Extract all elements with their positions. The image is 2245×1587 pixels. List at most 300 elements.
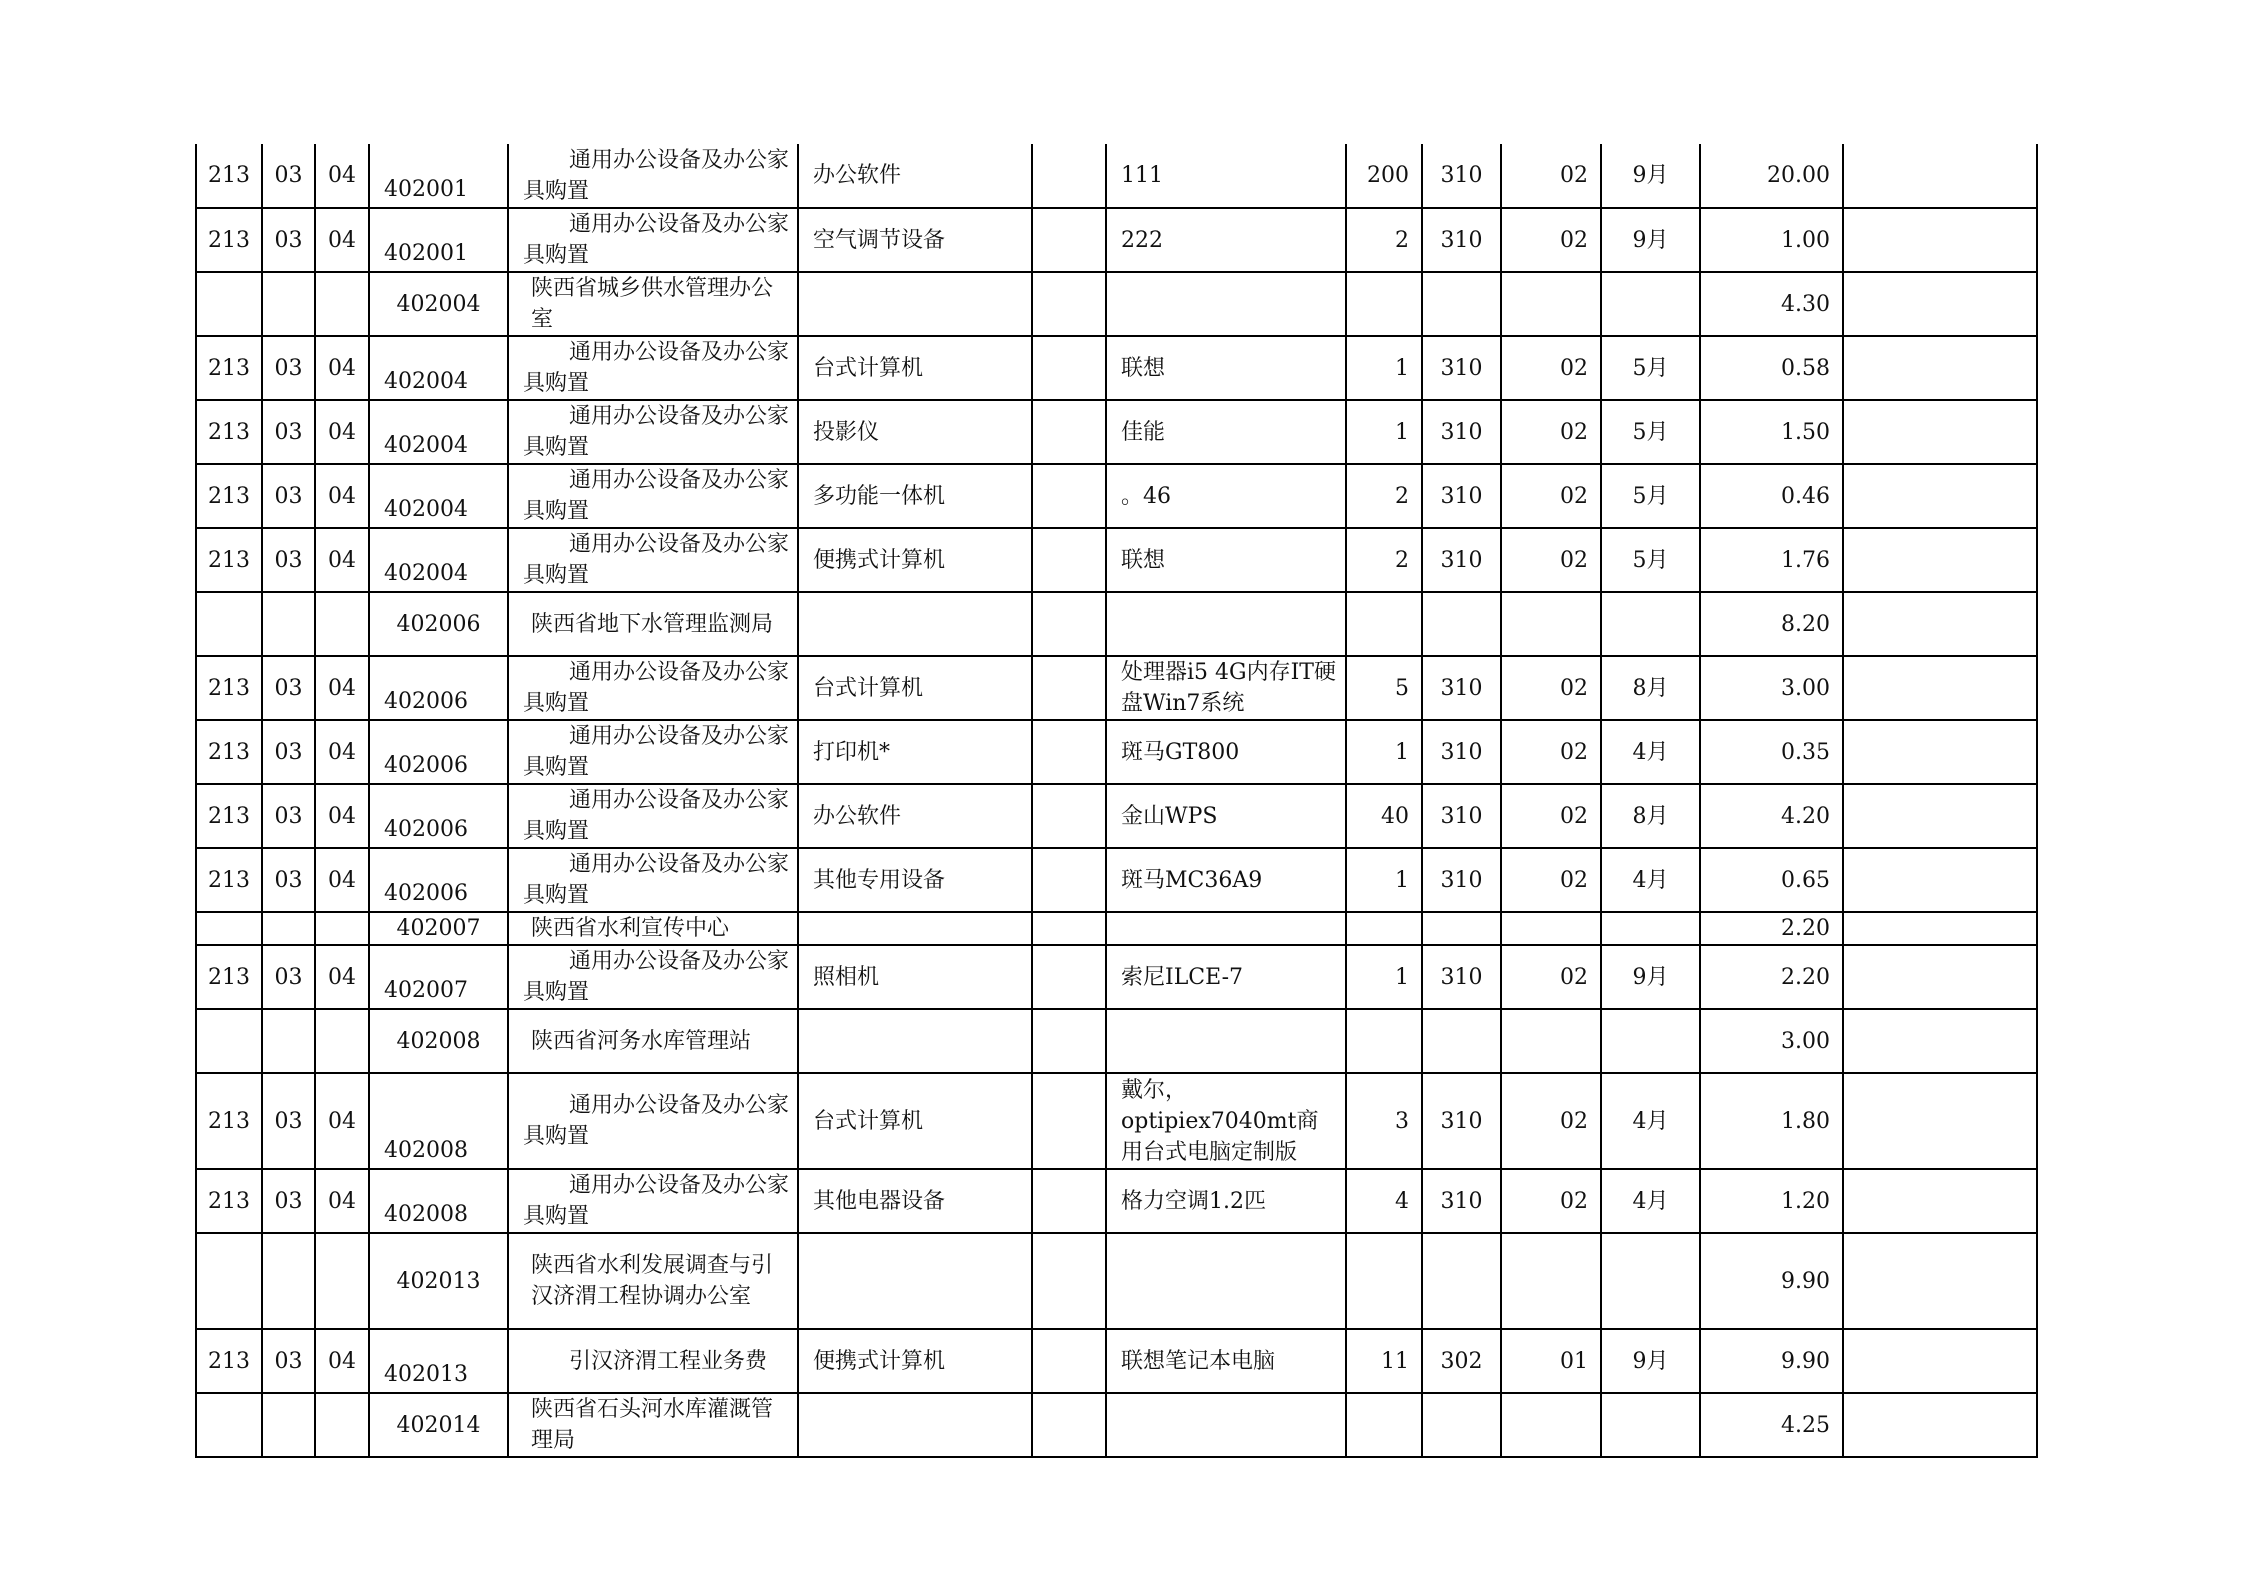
section-code-cell (262, 912, 315, 945)
month-cell: 5月 (1601, 336, 1700, 400)
table-row (196, 400, 2037, 464)
class-code-cell: 213 (196, 1073, 262, 1169)
item-name-cell: 多功能一体机 (798, 464, 1032, 528)
month-cell: 9月 (1601, 1329, 1700, 1393)
table-row (196, 1393, 2037, 1457)
section-code-cell: 03 (262, 1169, 315, 1233)
note-cell (1843, 592, 2037, 656)
empty-cell (1032, 208, 1106, 272)
note-cell (1843, 1009, 2037, 1073)
spec-cell: 。46 (1106, 464, 1346, 528)
econ-sub-cell: 02 (1501, 528, 1601, 592)
econ-class-cell: 310 (1422, 400, 1501, 464)
empty-cell (1032, 1393, 1106, 1457)
class-code-cell: 213 (196, 720, 262, 784)
item-name-cell: 办公软件 (798, 144, 1032, 208)
class-code-cell: 213 (196, 848, 262, 912)
unit-code-cell: 402004 (369, 336, 508, 400)
amount-cell: 1.76 (1700, 528, 1843, 592)
econ-class-cell: 310 (1422, 1169, 1501, 1233)
item-name-cell (798, 1393, 1032, 1457)
amount-cell: 4.20 (1700, 784, 1843, 848)
item-name-cell: 便携式计算机 (798, 1329, 1032, 1393)
empty-cell (1032, 464, 1106, 528)
econ-sub-cell (1501, 1393, 1601, 1457)
month-cell: 8月 (1601, 656, 1700, 720)
item-code-cell: 04 (315, 400, 369, 464)
class-code-cell: 213 (196, 1329, 262, 1393)
class-code-cell (196, 272, 262, 336)
note-cell (1843, 784, 2037, 848)
quantity-cell (1346, 592, 1422, 656)
empty-cell (1032, 848, 1106, 912)
table-row (196, 144, 2037, 208)
class-code-cell: 213 (196, 464, 262, 528)
econ-sub-cell: 02 (1501, 400, 1601, 464)
note-cell (1843, 272, 2037, 336)
note-cell (1843, 528, 2037, 592)
table-row (196, 945, 2037, 1009)
table-row (196, 336, 2037, 400)
section-code-cell: 03 (262, 1329, 315, 1393)
note-cell (1843, 945, 2037, 1009)
empty-cell (1032, 720, 1106, 784)
unit-code-cell: 402006 (369, 784, 508, 848)
empty-cell (1032, 1233, 1106, 1329)
item-name-cell (798, 592, 1032, 656)
econ-class-cell: 310 (1422, 336, 1501, 400)
spec-cell: 联想 (1106, 528, 1346, 592)
spec-cell (1106, 272, 1346, 336)
quantity-cell (1346, 1233, 1422, 1329)
empty-cell (1032, 592, 1106, 656)
econ-sub-cell: 02 (1501, 848, 1601, 912)
item-name-cell: 其他电器设备 (798, 1169, 1032, 1233)
section-code-cell: 03 (262, 528, 315, 592)
table-row (196, 1009, 2037, 1073)
amount-cell: 4.25 (1700, 1393, 1843, 1457)
class-code-cell (196, 1393, 262, 1457)
class-code-cell (196, 1233, 262, 1329)
econ-class-cell (1422, 272, 1501, 336)
project-name-cell: 陕西省河务水库管理站 (508, 1009, 798, 1073)
quantity-cell: 3 (1346, 1073, 1422, 1169)
unit-code-cell: 402008 (369, 1009, 508, 1073)
quantity-cell: 200 (1346, 144, 1422, 208)
spec-cell: 金山WPS (1106, 784, 1346, 848)
empty-cell (1032, 336, 1106, 400)
quantity-cell: 1 (1346, 945, 1422, 1009)
item-code-cell: 04 (315, 1073, 369, 1169)
amount-cell: 1.00 (1700, 208, 1843, 272)
project-name-cell: 引汉济渭工程业务费 (508, 1329, 798, 1393)
item-name-cell: 台式计算机 (798, 336, 1032, 400)
econ-class-cell: 310 (1422, 1073, 1501, 1169)
econ-sub-cell (1501, 592, 1601, 656)
amount-cell: 1.50 (1700, 400, 1843, 464)
unit-code-cell: 402013 (369, 1233, 508, 1329)
project-name-cell: 通用办公设备及办公家具购置 (508, 1169, 798, 1233)
item-name-cell: 台式计算机 (798, 656, 1032, 720)
econ-sub-cell (1501, 1233, 1601, 1329)
spec-cell: 佳能 (1106, 400, 1346, 464)
amount-cell: 1.20 (1700, 1169, 1843, 1233)
econ-class-cell (1422, 1233, 1501, 1329)
econ-class-cell: 310 (1422, 528, 1501, 592)
project-name-cell: 通用办公设备及办公家具购置 (508, 656, 798, 720)
unit-code-cell: 402013 (369, 1329, 508, 1393)
amount-cell: 20.00 (1700, 144, 1843, 208)
table-body (196, 144, 2037, 1457)
spec-cell: 处理器i5 4G内存IT硬盘Win7系统 (1106, 656, 1346, 720)
project-name-cell: 陕西省石头河水库灌溉管理局 (508, 1393, 798, 1457)
note-cell (1843, 336, 2037, 400)
econ-class-cell (1422, 912, 1501, 945)
month-cell: 4月 (1601, 848, 1700, 912)
section-code-cell: 03 (262, 144, 315, 208)
econ-class-cell: 310 (1422, 656, 1501, 720)
item-code-cell: 04 (315, 848, 369, 912)
table-row (196, 1169, 2037, 1233)
project-name-cell: 通用办公设备及办公家具购置 (508, 720, 798, 784)
amount-cell: 2.20 (1700, 945, 1843, 1009)
month-cell (1601, 1233, 1700, 1329)
table-row (196, 1073, 2037, 1169)
project-name-cell: 陕西省地下水管理监测局 (508, 592, 798, 656)
unit-code-cell: 402008 (369, 1169, 508, 1233)
project-name-cell: 通用办公设备及办公家具购置 (508, 464, 798, 528)
table-row (196, 528, 2037, 592)
econ-sub-cell: 02 (1501, 144, 1601, 208)
note-cell (1843, 1233, 2037, 1329)
empty-cell (1032, 400, 1106, 464)
amount-cell: 1.80 (1700, 1073, 1843, 1169)
table-row (196, 208, 2037, 272)
item-name-cell: 投影仪 (798, 400, 1032, 464)
note-cell (1843, 848, 2037, 912)
econ-sub-cell: 02 (1501, 784, 1601, 848)
class-code-cell: 213 (196, 784, 262, 848)
project-name-cell: 通用办公设备及办公家具购置 (508, 208, 798, 272)
empty-cell (1032, 656, 1106, 720)
item-name-cell: 打印机* (798, 720, 1032, 784)
section-code-cell: 03 (262, 945, 315, 1009)
spec-cell: 222 (1106, 208, 1346, 272)
table-row (196, 1233, 2037, 1329)
item-code-cell: 04 (315, 208, 369, 272)
spec-cell (1106, 1009, 1346, 1073)
unit-code-cell: 402004 (369, 528, 508, 592)
item-code-cell (315, 1233, 369, 1329)
item-code-cell: 04 (315, 945, 369, 1009)
econ-class-cell: 310 (1422, 464, 1501, 528)
class-code-cell: 213 (196, 1169, 262, 1233)
note-cell (1843, 208, 2037, 272)
item-code-cell (315, 272, 369, 336)
project-name-cell: 陕西省水利宣传中心 (508, 912, 798, 945)
item-code-cell: 04 (315, 656, 369, 720)
item-name-cell: 空气调节设备 (798, 208, 1032, 272)
note-cell (1843, 912, 2037, 945)
section-code-cell: 03 (262, 208, 315, 272)
amount-cell: 0.35 (1700, 720, 1843, 784)
item-code-cell: 04 (315, 336, 369, 400)
unit-code-cell: 402006 (369, 720, 508, 784)
amount-cell: 0.46 (1700, 464, 1843, 528)
item-name-cell: 台式计算机 (798, 1073, 1032, 1169)
unit-code-cell: 402014 (369, 1393, 508, 1457)
item-name-cell (798, 1009, 1032, 1073)
unit-code-cell: 402006 (369, 592, 508, 656)
spec-cell (1106, 1233, 1346, 1329)
table-row (196, 592, 2037, 656)
quantity-cell: 40 (1346, 784, 1422, 848)
note-cell (1843, 1329, 2037, 1393)
empty-cell (1032, 1009, 1106, 1073)
amount-cell: 9.90 (1700, 1329, 1843, 1393)
month-cell: 4月 (1601, 1169, 1700, 1233)
month-cell (1601, 272, 1700, 336)
unit-code-cell: 402007 (369, 945, 508, 1009)
class-code-cell (196, 592, 262, 656)
empty-cell (1032, 784, 1106, 848)
quantity-cell: 1 (1346, 720, 1422, 784)
project-name-cell: 通用办公设备及办公家具购置 (508, 144, 798, 208)
item-code-cell (315, 1009, 369, 1073)
quantity-cell: 2 (1346, 464, 1422, 528)
section-code-cell: 03 (262, 784, 315, 848)
month-cell (1601, 912, 1700, 945)
item-code-cell (315, 1393, 369, 1457)
section-code-cell (262, 592, 315, 656)
class-code-cell: 213 (196, 528, 262, 592)
class-code-cell: 213 (196, 144, 262, 208)
quantity-cell: 5 (1346, 656, 1422, 720)
econ-class-cell: 310 (1422, 144, 1501, 208)
quantity-cell: 2 (1346, 528, 1422, 592)
unit-code-cell: 402004 (369, 464, 508, 528)
quantity-cell (1346, 272, 1422, 336)
empty-cell (1032, 1073, 1106, 1169)
procurement-table (195, 144, 2038, 1458)
quantity-cell: 1 (1346, 400, 1422, 464)
project-name-cell: 通用办公设备及办公家具购置 (508, 336, 798, 400)
unit-code-cell: 402008 (369, 1073, 508, 1169)
quantity-cell: 1 (1346, 336, 1422, 400)
amount-cell: 0.58 (1700, 336, 1843, 400)
section-code-cell: 03 (262, 1073, 315, 1169)
note-cell (1843, 1169, 2037, 1233)
spec-cell: 格力空调1.2匹 (1106, 1169, 1346, 1233)
amount-cell: 8.20 (1700, 592, 1843, 656)
section-code-cell (262, 1009, 315, 1073)
month-cell (1601, 1009, 1700, 1073)
item-code-cell: 04 (315, 464, 369, 528)
econ-class-cell: 302 (1422, 1329, 1501, 1393)
class-code-cell: 213 (196, 945, 262, 1009)
unit-code-cell: 402001 (369, 208, 508, 272)
note-cell (1843, 400, 2037, 464)
month-cell: 9月 (1601, 144, 1700, 208)
note-cell (1843, 720, 2037, 784)
item-name-cell: 照相机 (798, 945, 1032, 1009)
note-cell (1843, 1073, 2037, 1169)
spec-cell (1106, 912, 1346, 945)
note-cell (1843, 144, 2037, 208)
econ-sub-cell: 02 (1501, 336, 1601, 400)
econ-sub-cell: 02 (1501, 945, 1601, 1009)
econ-class-cell: 310 (1422, 720, 1501, 784)
month-cell: 8月 (1601, 784, 1700, 848)
econ-sub-cell: 01 (1501, 1329, 1601, 1393)
project-name-cell: 陕西省城乡供水管理办公室 (508, 272, 798, 336)
note-cell (1843, 656, 2037, 720)
econ-sub-cell: 02 (1501, 1073, 1601, 1169)
class-code-cell (196, 1009, 262, 1073)
item-code-cell: 04 (315, 784, 369, 848)
class-code-cell: 213 (196, 656, 262, 720)
quantity-cell (1346, 1393, 1422, 1457)
empty-cell (1032, 1329, 1106, 1393)
quantity-cell (1346, 1009, 1422, 1073)
project-name-cell: 通用办公设备及办公家具购置 (508, 784, 798, 848)
quantity-cell: 4 (1346, 1169, 1422, 1233)
econ-sub-cell (1501, 272, 1601, 336)
quantity-cell: 1 (1346, 848, 1422, 912)
spec-cell: 斑马GT800 (1106, 720, 1346, 784)
class-code-cell (196, 912, 262, 945)
table-row (196, 1329, 2037, 1393)
table-row (196, 912, 2037, 945)
month-cell: 9月 (1601, 945, 1700, 1009)
item-name-cell: 便携式计算机 (798, 528, 1032, 592)
month-cell: 4月 (1601, 1073, 1700, 1169)
project-name-cell: 通用办公设备及办公家具购置 (508, 1073, 798, 1169)
spec-cell: 戴尔，optipiex7040mt商用台式电脑定制版 (1106, 1073, 1346, 1169)
econ-sub-cell (1501, 1009, 1601, 1073)
econ-sub-cell: 02 (1501, 464, 1601, 528)
item-code-cell (315, 912, 369, 945)
empty-cell (1032, 144, 1106, 208)
section-code-cell: 03 (262, 848, 315, 912)
econ-sub-cell: 02 (1501, 720, 1601, 784)
spec-cell: 联想笔记本电脑 (1106, 1329, 1346, 1393)
unit-code-cell: 402007 (369, 912, 508, 945)
empty-cell (1032, 528, 1106, 592)
table-row (196, 848, 2037, 912)
unit-code-cell: 402006 (369, 848, 508, 912)
section-code-cell: 03 (262, 400, 315, 464)
item-code-cell (315, 592, 369, 656)
project-name-cell: 通用办公设备及办公家具购置 (508, 528, 798, 592)
spec-cell: 111 (1106, 144, 1346, 208)
unit-code-cell: 402006 (369, 656, 508, 720)
table-row (196, 784, 2037, 848)
month-cell: 9月 (1601, 208, 1700, 272)
note-cell (1843, 464, 2037, 528)
class-code-cell: 213 (196, 336, 262, 400)
item-code-cell: 04 (315, 720, 369, 784)
section-code-cell (262, 1393, 315, 1457)
month-cell: 5月 (1601, 528, 1700, 592)
unit-code-cell: 402004 (369, 272, 508, 336)
table-row (196, 272, 2037, 336)
spec-cell (1106, 1393, 1346, 1457)
empty-cell (1032, 1169, 1106, 1233)
quantity-cell: 11 (1346, 1329, 1422, 1393)
amount-cell: 9.90 (1700, 1233, 1843, 1329)
table-row (196, 720, 2037, 784)
item-code-cell: 04 (315, 528, 369, 592)
empty-cell (1032, 912, 1106, 945)
item-name-cell (798, 272, 1032, 336)
amount-cell: 0.65 (1700, 848, 1843, 912)
month-cell: 5月 (1601, 464, 1700, 528)
item-name-cell (798, 912, 1032, 945)
item-name-cell: 其他专用设备 (798, 848, 1032, 912)
section-code-cell: 03 (262, 336, 315, 400)
amount-cell: 3.00 (1700, 656, 1843, 720)
item-name-cell: 办公软件 (798, 784, 1032, 848)
section-code-cell (262, 1233, 315, 1329)
month-cell: 4月 (1601, 720, 1700, 784)
unit-code-cell: 402001 (369, 144, 508, 208)
section-code-cell (262, 272, 315, 336)
note-cell (1843, 1393, 2037, 1457)
item-name-cell (798, 1233, 1032, 1329)
econ-class-cell (1422, 1393, 1501, 1457)
econ-sub-cell: 02 (1501, 208, 1601, 272)
amount-cell: 3.00 (1700, 1009, 1843, 1073)
section-code-cell: 03 (262, 464, 315, 528)
econ-class-cell: 310 (1422, 848, 1501, 912)
amount-cell: 4.30 (1700, 272, 1843, 336)
item-code-cell: 04 (315, 144, 369, 208)
table-row (196, 656, 2037, 720)
quantity-cell (1346, 912, 1422, 945)
amount-cell: 2.20 (1700, 912, 1843, 945)
month-cell: 5月 (1601, 400, 1700, 464)
table-row (196, 464, 2037, 528)
class-code-cell: 213 (196, 400, 262, 464)
project-name-cell: 通用办公设备及办公家具购置 (508, 400, 798, 464)
project-name-cell: 通用办公设备及办公家具购置 (508, 848, 798, 912)
spec-cell: 索尼ILCE-7 (1106, 945, 1346, 1009)
econ-sub-cell (1501, 912, 1601, 945)
econ-class-cell (1422, 592, 1501, 656)
month-cell (1601, 1393, 1700, 1457)
project-name-cell: 陕西省水利发展调查与引汉济渭工程协调办公室 (508, 1233, 798, 1329)
spec-cell: 斑马MC36A9 (1106, 848, 1346, 912)
spec-cell: 联想 (1106, 336, 1346, 400)
quantity-cell: 2 (1346, 208, 1422, 272)
econ-class-cell (1422, 1009, 1501, 1073)
econ-class-cell: 310 (1422, 784, 1501, 848)
unit-code-cell: 402004 (369, 400, 508, 464)
section-code-cell: 03 (262, 720, 315, 784)
month-cell (1601, 592, 1700, 656)
section-code-cell: 03 (262, 656, 315, 720)
econ-class-cell: 310 (1422, 945, 1501, 1009)
econ-class-cell: 310 (1422, 208, 1501, 272)
item-code-cell: 04 (315, 1169, 369, 1233)
empty-cell (1032, 945, 1106, 1009)
item-code-cell: 04 (315, 1329, 369, 1393)
econ-sub-cell: 02 (1501, 656, 1601, 720)
class-code-cell: 213 (196, 208, 262, 272)
econ-sub-cell: 02 (1501, 1169, 1601, 1233)
project-name-cell: 通用办公设备及办公家具购置 (508, 945, 798, 1009)
